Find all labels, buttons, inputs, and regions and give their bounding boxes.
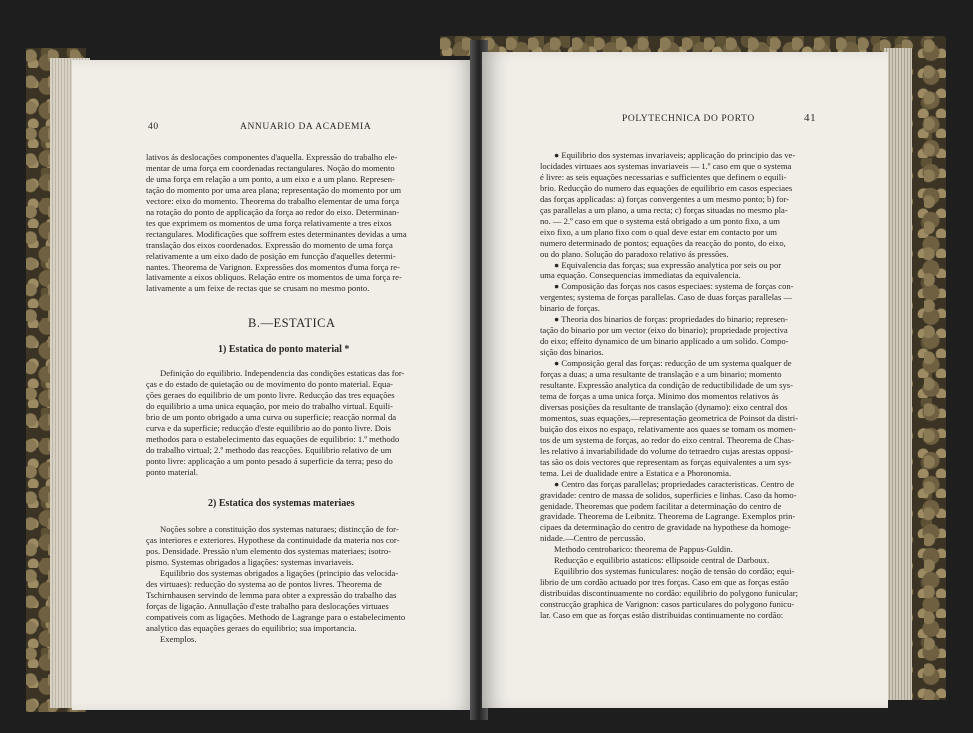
text-line: lativamente a eixos obliquos. Relação entre os momentos de uma força re- [146,272,402,283]
right-page-body [540,150,826,621]
text-line: do eixo; effeito dynamico de um binario applicado a um solido. Compo- [540,336,789,347]
text-line: gravidade. Theorema de Leibnitz. Theorema de Lagrange. Exemplos prin- [540,511,796,522]
text-line: locidades virtuaes aos systemas invariaveis — 1.º caso em que o systema [540,160,792,171]
page-edges-right [884,48,912,700]
text-line: curva e da superficie; reducção d'este equilibrio ao do ponto livre. Dois [146,422,391,433]
text-line: brio. Reducção do numero das equações de equilibrio em casos especiaes [540,182,793,193]
text-line: ● Equivalencia das forças; sua expressão analytica por seis ou por [554,259,782,270]
text-line: tos de um systema de forças, ao redor do eixo central. Theorema de Chas- [540,434,794,445]
text-line: do equilibrio a uma unica equação, por meio do trabalho virtual. Equili- [146,400,393,411]
text-line: Equilibrio dos systemas obrigados a ligações (principio das velocida- [160,567,399,578]
text-line: tação do momento por uma area plana; representação do momento por um [146,184,402,195]
text-line: translação dos eixos coordenados. Expressão do momento de uma força [146,239,393,250]
text-line: tas são os dois vectores que representam as forças equivalentes a um sys- [540,456,792,467]
text-line: lativos ás deslocações componentes d'aquella. Expressão do trabalho ele- [146,152,398,162]
text-line: é livre: as seis equações necessarias e sufficientes que definem o equili- [540,171,787,182]
text-line: librio de um cordão actuado por tres forças. Caso em que as forças estão [540,577,789,588]
left-running-head: ANNUARIO DA ACADEMIA [240,122,372,132]
text-line: Noções sobre a constituição dos systemas naturaes; distincção de for- [160,524,399,534]
subsection-2-paragraph [146,524,436,644]
text-line: ças interiores e exteriores. Hypothese da continuidade da materia nos cor- [146,534,400,545]
text-line: na rotação do ponto de applicação da força ao redor do eixo. Determinan- [146,206,400,217]
text-line: resultante. Expressão analytica da condição de reductibilidade de um sys- [540,380,793,391]
text-line: Exemplos. [160,633,197,644]
text-line: ponto material. [146,466,199,477]
text-line: diversas posições da resultante de translação (dynamo): eixo central dos [540,401,788,412]
text-line: ● Composição geral das forças: reducção de um systema qualquer de [554,358,792,369]
text-line: tema. Lei de dualidade entre a Estatica e a Phoronomia. [540,467,732,478]
text-line: Equilibrio dos systemas funiculares: noção de tensão do cordão; equi- [554,566,795,577]
text-line: tação do binario por um vector (eixo do binario); propriedade projectiva [540,325,788,336]
text-line: cipaes da determinação do centro de gravidade na hypothese da homoge- [540,522,792,533]
text-line: uma equação. Consequencias immediatas da equivalencia. [540,270,741,281]
text-line: compativeis com as ligações. Methodo de Lagrange para o estabelecimento [146,611,406,622]
text-line: Reducção e equilibrio astaticos: ellipsoide central de Darboux. [554,555,770,566]
text-line: ças parallelas a um plano, a uma recta; c) forças situadas no mesmo pla- [540,204,788,215]
text-line: lar. Caso em que as forças estão distribuidas continuamente no cordão: [540,610,784,621]
text-line: Definição do equilibrio. Independencia das condições estaticas das for- [160,368,405,378]
right-page [482,52,888,708]
text-line: ● Equilibrio dos systemas invariaveis; applicação do principio das ve- [554,150,796,160]
text-line: brio de um ponto obrigado a uma curva ou superficie; reacção normal da [146,411,397,422]
text-line: momentos, suas equações,—representação geometrica de Poinsot da distri- [540,412,798,423]
text-line: buição dos eixos no espaço, relativamente aos quaes se tomam os momen- [540,423,796,434]
text-line: do trabalho virtual; 2.º methodo das reacções. Equilibrio relativo de um [146,444,392,455]
text-line: vectore: eixo do momento. Theorema do trabalho elementar de uma força [146,195,400,206]
text-line: nantes. Theorema de Varignon. Expressões dos momentos d'uma força re- [146,261,400,272]
text-line: forças a duas; a uma resultante de translação e a um binario; momento [540,369,782,380]
text-line: nidade.—Centro de percussão. [540,533,646,544]
subsection-title-2: 2) Estatica dos systemas materiaes [208,498,355,509]
text-line: des virtuaes): reducção do systema ao de pontos livres. Theorema de [146,578,382,589]
text-line: forças de ligação. Annullação d'este trabalho para deslocações virtuaes [146,600,389,611]
text-line: construcção graphica de Varignon: casos particulares do polygono funicu- [540,599,795,610]
text-line: relativamente a um eixo dado de posição em funcção d'aquelles determi- [146,250,396,261]
subsection-1-paragraph [146,368,436,478]
text-line: ções geraes do equilibrio de um ponto livre. Reducção das tres equações [146,389,395,400]
right-page-number: 41 [804,112,817,124]
text-line: analytico das equações geraes do equilibrio; sua importancia. [146,622,357,633]
text-line: Tschirnhausen servindo de lemma para obter a expressão do trabalho das [146,589,397,600]
text-line: distribuidas discontinuamente no cordão: equilibrio do polygono funicular; [540,588,799,599]
text-line: genidade. Theoremas que podem facilitar a determinação do centro de [540,500,782,511]
right-running-head: POLYTECHNICA DO PORTO [622,114,755,124]
text-line: ponto livre: applicação a um ponto pesado á superficie da terra; peso do [146,455,393,466]
text-line: no. — 2.º caso em que o systema está obrigado a um ponto fixo, a um [540,215,780,226]
text-line: gravidade: centro de massa de solidos, superficies e linhas. Caso da homo- [540,489,797,500]
text-line: numero determinado de pontos; equações da reacção do ponto, do eixo, [540,237,786,248]
text-line: eixo fixo, a um plano fixo com o qual deve estar em contacto por um [540,226,777,237]
text-line: ● Centro das forças parallelas; propriedades caracteristicas. Centro de [554,478,795,489]
text-line: rectangulares. Modificações que soffrem estes determinantes devidas a uma [146,228,407,239]
text-line: pos. Densidade. Pressão n'um elemento dos systemas materiaes; isotro- [146,545,391,556]
subsection-title-1: 1) Estatica do ponto material * [218,344,350,355]
text-line: sição dos binarios. [540,347,604,358]
text-line: tes que exprimem os momentos de uma força relativamente a tres eixos [146,217,392,228]
text-line: ou do plano. Solução do paradoxo relativo ás pressões. [540,248,729,259]
text-line: ças e do estado de quietação ou de movimento do ponto material. Equa- [146,378,393,389]
text-line: tema de forças a uma unica força. Minimo dos momentos relativos ás [540,390,779,401]
text-line: lativamente a um feixe de rectas que se crusam no mesmo ponto. [146,283,370,294]
text-line: Methodo centrobarico: theorema de Pappus-Guldin. [554,544,733,555]
section-title: B.—ESTATICA [248,316,336,330]
text-line: pismo. Systemas obrigados a ligações: systemas invariaveis. [146,556,354,567]
text-line: de uma força em relação a um ponto, a um eixo e a um plano. Represen- [146,173,395,184]
intro-paragraph [146,152,436,294]
text-line: binario de forças. [540,303,600,314]
text-line: mentar de uma força em coordenadas rectangulares. Noção do momento [146,162,395,173]
text-line: ● Composição das forças nos casos especiaes: systema de forças con- [554,281,794,292]
text-line: das forças applicadas: a) forças convergentes a um mesmo ponto; b) for- [540,193,790,204]
left-page [72,60,476,710]
text-line: vergentes; systema de forças parallelas. Caso de duas forças parallelas — [540,292,793,303]
text-line: methodos para o estabelecimento das equações de equilibrio: 1.º methodo [146,433,400,444]
text-line: ● Theoria dos binarios de forças: propriedades do binario; represen- [554,314,788,325]
text-line: les relativo á invariabilidade do volume do tetraedro cujas arestas opposi- [540,445,793,456]
left-page-number: 40 [148,122,159,132]
